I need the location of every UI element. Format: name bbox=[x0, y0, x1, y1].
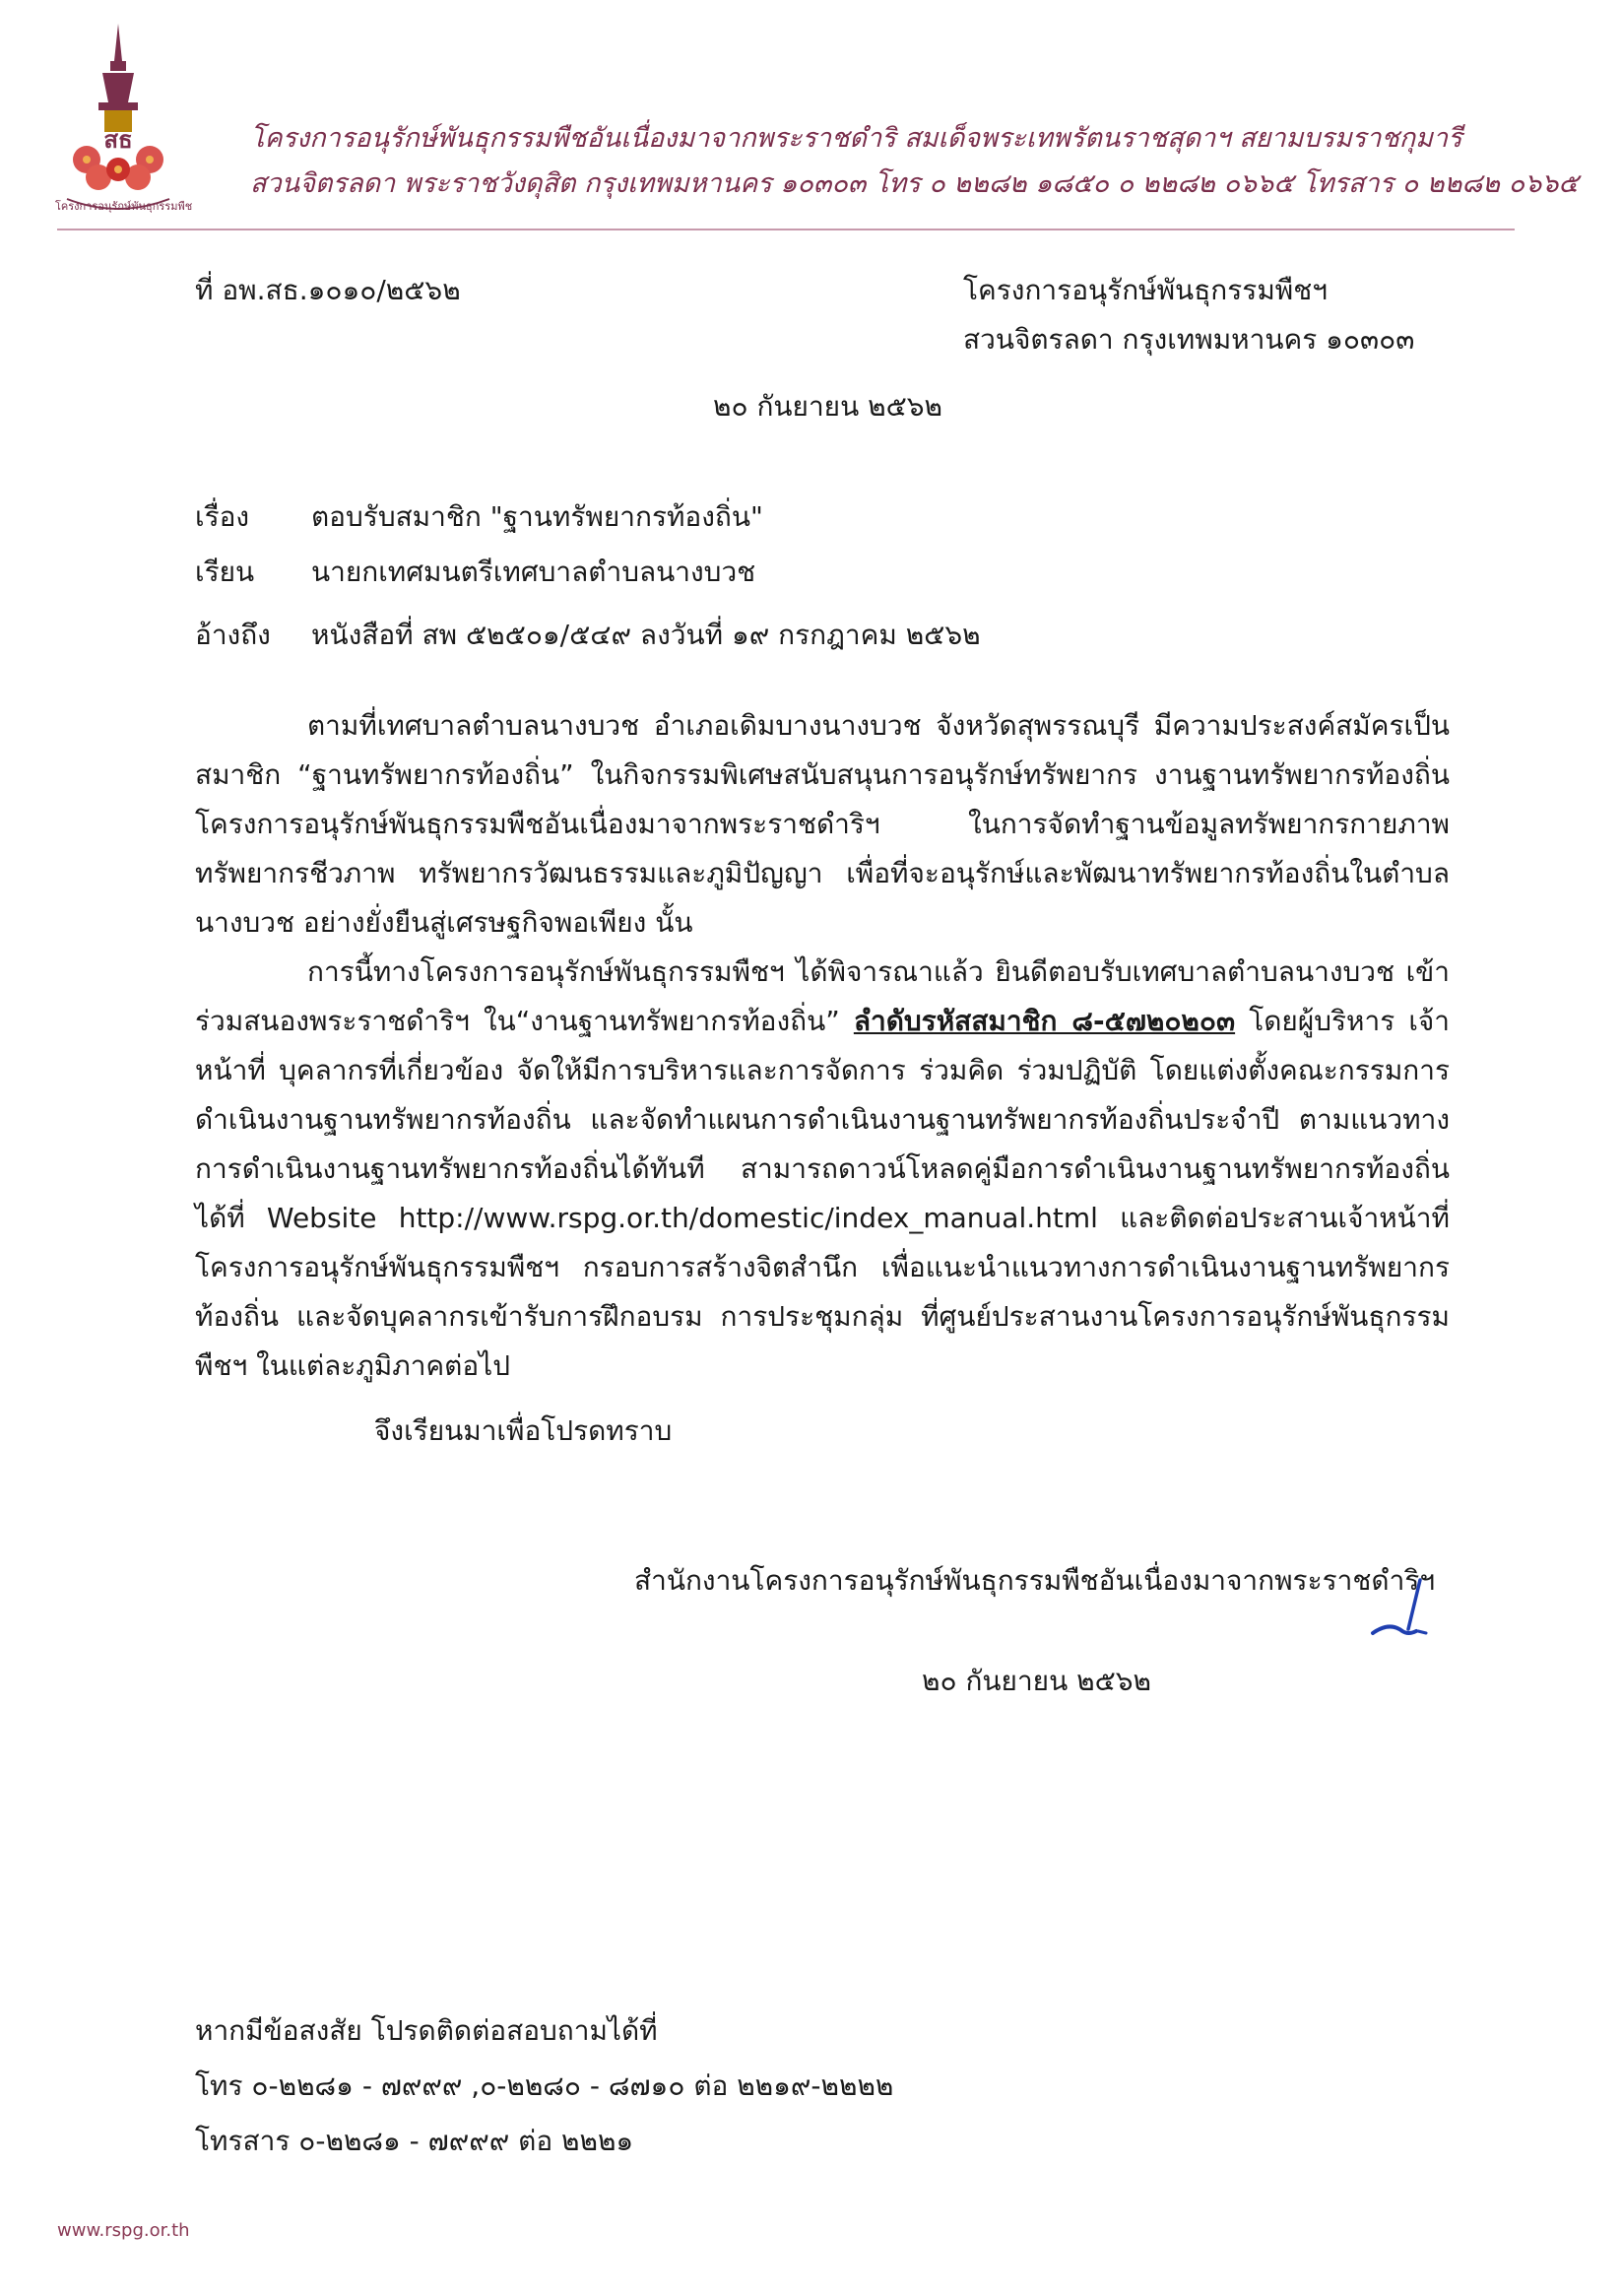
contact-phone: โทร ๐-๒๒๘๑ - ๗๙๙๙ ,๐-๒๒๘๐ - ๘๗๑๐ ต่อ ๒๒๑๙-๒๒๒๒ bbox=[195, 2069, 894, 2102]
sender-address: สวนจิตรลดา กรุงเทพมหานคร ๑๐๓๐๓ bbox=[963, 323, 1415, 356]
closing-line: จึงเรียนมาเพื่อโปรดทราบ bbox=[374, 1414, 673, 1447]
paragraph-1: ตามที่เทศบาลตำบลนางบวช อำเภอเดิมบางนางบวช จังหวัดสุพรรณบุรี มีความประสงค์สมัครเป็นสมาชิก “ฐานทรัพยากรท้องถิ่น” ในกิจกรรมพิเศษสนับสนุนการอนุรักษ์ทรัพยากร งานฐานทรัพยากรท้องถิ่น โครงการอนุรักษ์พันธุกรรมพืชอันเนื่องมาจากพระราชดำริฯ ในการจัดทำฐานข้อมูลทรัพยากรกายภาพ ทรัพยากรชีวภาพ ทรัพยากรวัฒนธรรมและภูมิปัญญา เพื่อที่จะอนุรักษ์และพัฒนาทรัพยากรท้องถิ่นในตำบลนางบวช อย่างยั่งยืนสู่เศรษฐกิจพอเพียง นั้น bbox=[195, 709, 1450, 939]
svg-text:สธ: สธ bbox=[103, 125, 133, 154]
header-divider bbox=[57, 229, 1515, 230]
signoff-date: ๒๐ กันยายน ๒๕๖๒ bbox=[922, 1665, 1151, 1697]
paragraph-2-rest: โดยผู้บริหาร เจ้าหน้าที่ บุคลากรที่เกี่ยวข้อง จัดให้มีการบริหารและการจัดการ ร่วมคิด ร่วมปฏิบัติ โดยแต่งตั้งคณะกรรมการดำเนินงานฐานทรัพยากรท้องถิ่น และจัดทำแผนการดำเนินงานฐานทรัพยากรท้องถิ่นประจำปี ตามแนวทางการดำเนินงานฐานทรัพยากรท้องถิ่นได้ทันที สามารถดาวน์โหลดคู่มือการดำเนินงานฐานทรัพยากรท้องถิ่นได้ที่ Website http://www.rspg.or.th/domestic/index_manual.html และติดต่อประสานเจ้าหน้าที่โครงการอนุรักษ์พันธุกรรมพืชฯ กรอบการสร้างจิตสำนึก เพื่อแนะนำแนวทางการดำเนินงานฐานทรัพยากรท้องถิ่น และจัดบุคลากรเข้ารับการฝึกอบรม การประชุมกลุ่ม ที่ศูนย์ประสานงานโครงการอนุรักษ์พันธุกรรมพืชฯ ในแต่ละภูมิภาคต่อไป bbox=[195, 1005, 1451, 1382]
logo-caption: โครงการอนุรักษ์พันธุกรรมพืช bbox=[55, 200, 193, 213]
paragraph-2 bbox=[195, 948, 1450, 1391]
contact-fax: โทรสาร ๐-๒๒๘๑ - ๗๙๙๙ ต่อ ๒๒๒๑ bbox=[195, 2125, 634, 2157]
reference-text: หนังสือที่ สพ ๕๒๕๐๑/๕๔๙ ลงวันที่ ๑๙ กรกฎาคม ๒๕๖๒ bbox=[311, 619, 981, 651]
signature-mark-icon bbox=[1365, 1572, 1434, 1641]
header-line-2: สวนจิตรลดา พระราชวังดุสิต กรุงเทพมหานคร ๑๐๓๐๓ โทร ๐ ๒๒๘๒ ๑๘๕๐ ๐ ๒๒๘๒ ๐๖๖๕ โทรสาร ๐ ๒๒๘๒ ๐๖๖๕ bbox=[250, 168, 1579, 199]
letter-date: ๒๐ กันยายน ๒๕๖๒ bbox=[713, 390, 942, 423]
crown-emblem-icon bbox=[59, 22, 177, 219]
header-line-1: โครงการอนุรักษ์พันธุกรรมพืชอันเนื่องมาจากพระราชดำริ สมเด็จพระเทพรัตนราชสุดาฯ สยามบรมราชกุมารี bbox=[250, 123, 1462, 154]
subject-text: ตอบรับสมาชิก "ฐานทรัพยากรท้องถิ่น" bbox=[311, 500, 763, 533]
subject-label: เรื่อง bbox=[195, 500, 250, 533]
rspg-logo bbox=[55, 22, 193, 219]
reference-number: ที่ อพ.สธ.๑๐๑๐/๒๕๖๒ bbox=[195, 274, 461, 306]
recipient-label: เรียน bbox=[195, 556, 255, 588]
letter-body bbox=[195, 701, 1450, 1391]
website-link[interactable]: www.rspg.or.th bbox=[57, 2220, 190, 2241]
signature bbox=[1365, 1572, 1434, 1641]
contact-heading: หากมีข้อสงสัย โปรดติดต่อสอบถามได้ที่ bbox=[195, 2014, 658, 2047]
member-code: ลำดับรหัสสมาชิก ๘-๕๗๒๐๒๐๓ bbox=[853, 1005, 1236, 1037]
sender-name: โครงการอนุรักษ์พันธุกรรมพืชฯ bbox=[963, 274, 1328, 306]
paragraph-2-intro: การนี้ทางโครงการอนุรักษ์พันธุกรรมพืชฯ ได้พิจารณาแล้ว ยินดีตอบรับเทศบาลตำบลนางบวช เข้าร่วมสนองพระราชดำริฯ ใน“งานฐานทรัพยากรท้องถิ่น” bbox=[195, 955, 1450, 1037]
signoff-office: สำนักงานโครงการอนุรักษ์พันธุกรรมพืชอันเนื่องมาจากพระราชดำริฯ bbox=[634, 1564, 1436, 1597]
reference-label: อ้างถึง bbox=[195, 619, 271, 651]
recipient-text: นายกเทศมนตรีเทศบาลตำบลนางบวช bbox=[311, 556, 756, 588]
